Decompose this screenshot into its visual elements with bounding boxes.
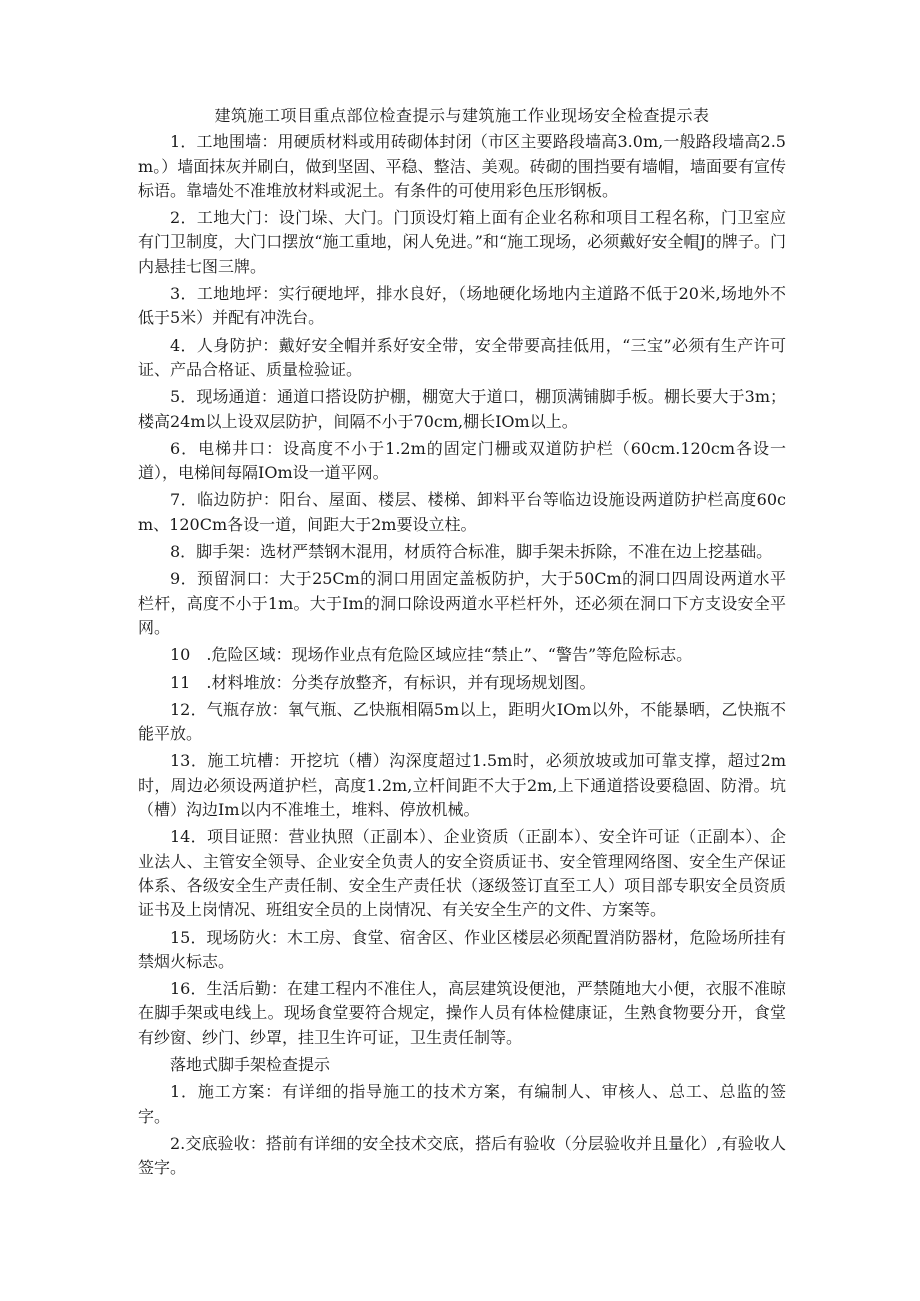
section-title-scaffold: 落地式脚手架检查提示 <box>170 1054 331 1074</box>
paragraph-6: 6．电梯井口：设高度不小于1.2m的固定门栅或双道防护栏（60cm.120cm各设一道），电梯间每隔IOm设一道平网。 <box>138 438 786 483</box>
paragraph-12: 12．气瓶存放：氧气瓶、乙快瓶相隔5m以上，距明火IOm以外，不能暴晒，乙快瓶不能平放。 <box>138 699 786 744</box>
paragraph-3: 3．工地地坪：实行硬地坪，排水良好，（场地硬化场地内主道路不低于20米,场地外不低于5米）并配有冲洗台。 <box>138 284 786 328</box>
document-title: 建筑施工项目重点部位检查提示与建筑施工作业现场安全检查提示表 <box>214 106 710 125</box>
paragraph-8: 8．脚手架：选材严禁钢木混用，材质符合标准，脚手架未拆除，不准在边上挖基础。 <box>170 542 773 562</box>
paragraph-11: 11 .材料堆放：分类存放整齐，有标识，并有现场规划图。 <box>170 672 596 692</box>
scaffold-paragraph-2: 2.交底验收：搭前有详细的安全技术交底，搭后有验收（分层验收并且量化）,有验收人签字。 <box>138 1133 786 1178</box>
paragraph-16: 16．生活后勤：在建工程内不准住人，高层建筑设便池，严禁随地大小便，衣服不准晾在脚手架或电线上。现场食堂要符合规定，操作人员有体检健康证，生熟食物要分开，食堂有纱窗、纱门、纱罩，挂卫生许可证，卫生责任制等。 <box>138 979 786 1047</box>
paragraph-15: 15．现场防火：木工房、食堂、宿舍区、作业区楼层必须配置消防器材，危险场所挂有禁烟火标志。 <box>138 927 786 971</box>
paragraph-14: 14．项目证照：营业执照（正副本）、企业资质（正副本）、安全许可证（正副本）、企业法人、主管安全领导、企业安全负责人的安全资质证书、安全管理网络图、安全生产保证体系、各级安全生产责任制、安全生产责任状（逐级签订直至工人）项目部专职安全员资质证书及上岗情况、班组安全员的上岗情况、有关安全生产的文件、方案等。 <box>138 827 786 920</box>
paragraph-10: 10 .危险区域：现场作业点有危险区域应挂“禁止”、“警告”等危险标志。 <box>170 645 693 665</box>
paragraph-2: 2．工地大门：设门垛、大门。门顶设灯箱上面有企业名称和项目工程名称，门卫室应有门卫制度，大门口摆放“施工重地，闲人免进。”和“施工现场，必须戴好安全帽J的牌子。门内悬挂七图三牌。 <box>138 208 786 276</box>
paragraph-4: 4．人身防护：戴好安全帽并系好安全带，安全带要高挂低用，“三宝”必须有生产许可证、产品合格证、质量检验证。 <box>138 335 786 379</box>
paragraph-7: 7．临边防护：阳台、屋面、楼层、楼梯、卸料平台等临边设施设两道防护栏高度60cm、120Cm各设一道，间距大于2m要设立柱。 <box>138 490 786 534</box>
paragraph-13: 13．施工坑槽：开挖坑（槽）沟深度超过1.5m时，必须放坡或加可靠支撑，超过2m时，周边必须设两道护栏，高度1.2m,立杆间距不大于2m,上下通道搭设要稳固、防滑。坑（槽）沟边Im以内不准堆土，堆料、停放机械。 <box>138 751 786 820</box>
paragraph-1: 1．工地围墙：用硬质材料或用砖砌体封闭（市区主要路段墙高3.0m,一般路段墙高2.5m。）墙面抹灰并刷白，做到坚固、平稳、整洁、美观。砖砌的围挡要有墙帽，墙面要有宣传标语。靠墙处不准堆放材料或泥土。有条件的可使用彩色压形钢板。 <box>138 132 786 200</box>
scaffold-paragraph-1: 1．施工方案：有详细的指导施工的技术方案，有编制人、审核人、总工、总监的签字。 <box>138 1082 786 1126</box>
document-page <box>138 104 786 1183</box>
paragraph-5: 5．现场通道：通道口搭设防护棚，棚宽大于道口，棚顶满铺脚手板。棚长要大于3m；楼高24m以上设双层防护，间隔不小于70cm,棚长IOm以上。 <box>138 387 786 431</box>
paragraph-9: 9．预留洞口：大于25Cm的洞口用固定盖板防护，大于50Cm的洞口四周设两道水平栏杆，高度不小于1m。大于Im的洞口除设两道水平栏杆外，还必须在洞口下方支设安全平网。 <box>138 569 786 637</box>
